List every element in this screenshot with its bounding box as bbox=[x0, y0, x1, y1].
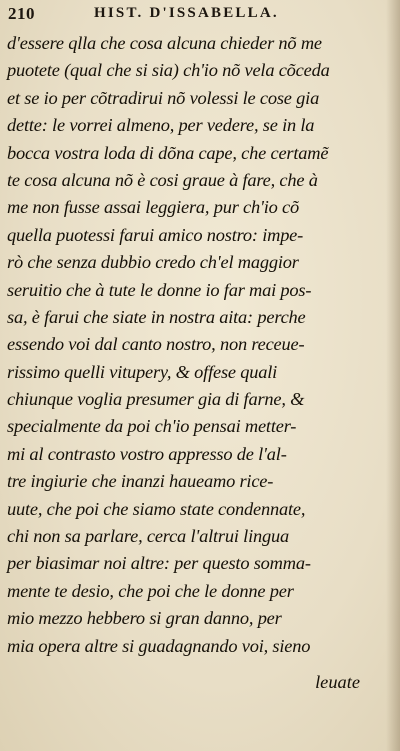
text-line: et se io per cõtradirui nõ volessi le cose gia bbox=[7, 87, 320, 108]
text-line: chi non sa parlare, cerca l'altrui lingua bbox=[7, 526, 289, 547]
text-line: me non fusse assai leggiera, pur ch'io cõ bbox=[7, 197, 299, 218]
text-line: mente te desio, che poi che le donne per bbox=[7, 580, 294, 601]
catchword: leuate bbox=[315, 672, 360, 692]
text-line: rissimo quelli vitupery, & offese quali bbox=[7, 361, 278, 382]
text-line: sa, è farui che siate in nostra aita: perche bbox=[7, 306, 306, 327]
text-line: mio mezzo hebbero si gran danno, per bbox=[7, 608, 282, 629]
text-line: per biasimar noi altre: per questo somma- bbox=[7, 553, 311, 574]
body-text bbox=[7, 30, 380, 660]
page-header bbox=[8, 4, 382, 26]
text-line: uute, che poi che siamo state condennate, bbox=[7, 498, 306, 519]
page-number: 210 bbox=[8, 4, 35, 23]
text-line: puotete (qual che si sia) ch'io nõ vela cõceda bbox=[7, 60, 330, 81]
text-line: chiunque voglia presumer gia di farne, & bbox=[7, 389, 305, 410]
text-line: rò che senza dubbio credo ch'el maggior bbox=[7, 252, 299, 273]
text-line: quella puotessi farui amico nostro: impe- bbox=[7, 224, 304, 245]
running-head: HIST. D'ISSABELLA. bbox=[94, 5, 279, 21]
text-line: dette: le vorrei almeno, per vedere, se in la bbox=[7, 115, 315, 136]
text-line: mi al contrasto vostro appresso de l'al- bbox=[7, 443, 287, 464]
gutter-shadow bbox=[386, 0, 400, 751]
text-line: tre ingiurie che inanzi haueamo rice- bbox=[7, 471, 274, 492]
text-line: seruitio che à tute le donne io far mai pos- bbox=[7, 279, 312, 300]
text-line: te cosa alcuna nõ è cosi graue à fare, che à bbox=[7, 169, 318, 190]
text-line: specialmente da poi ch'io pensai metter- bbox=[7, 416, 297, 437]
text-line: essendo voi dal canto nostro, non receue- bbox=[7, 334, 305, 355]
text-line: d'essere qlla che cosa alcuna chieder nõ me bbox=[7, 33, 322, 53]
text-line: bocca vostra loda di dõna cape, che certamẽ bbox=[7, 142, 329, 163]
text-line: mia opera altre si guadagnando voi, sieno bbox=[7, 635, 311, 656]
